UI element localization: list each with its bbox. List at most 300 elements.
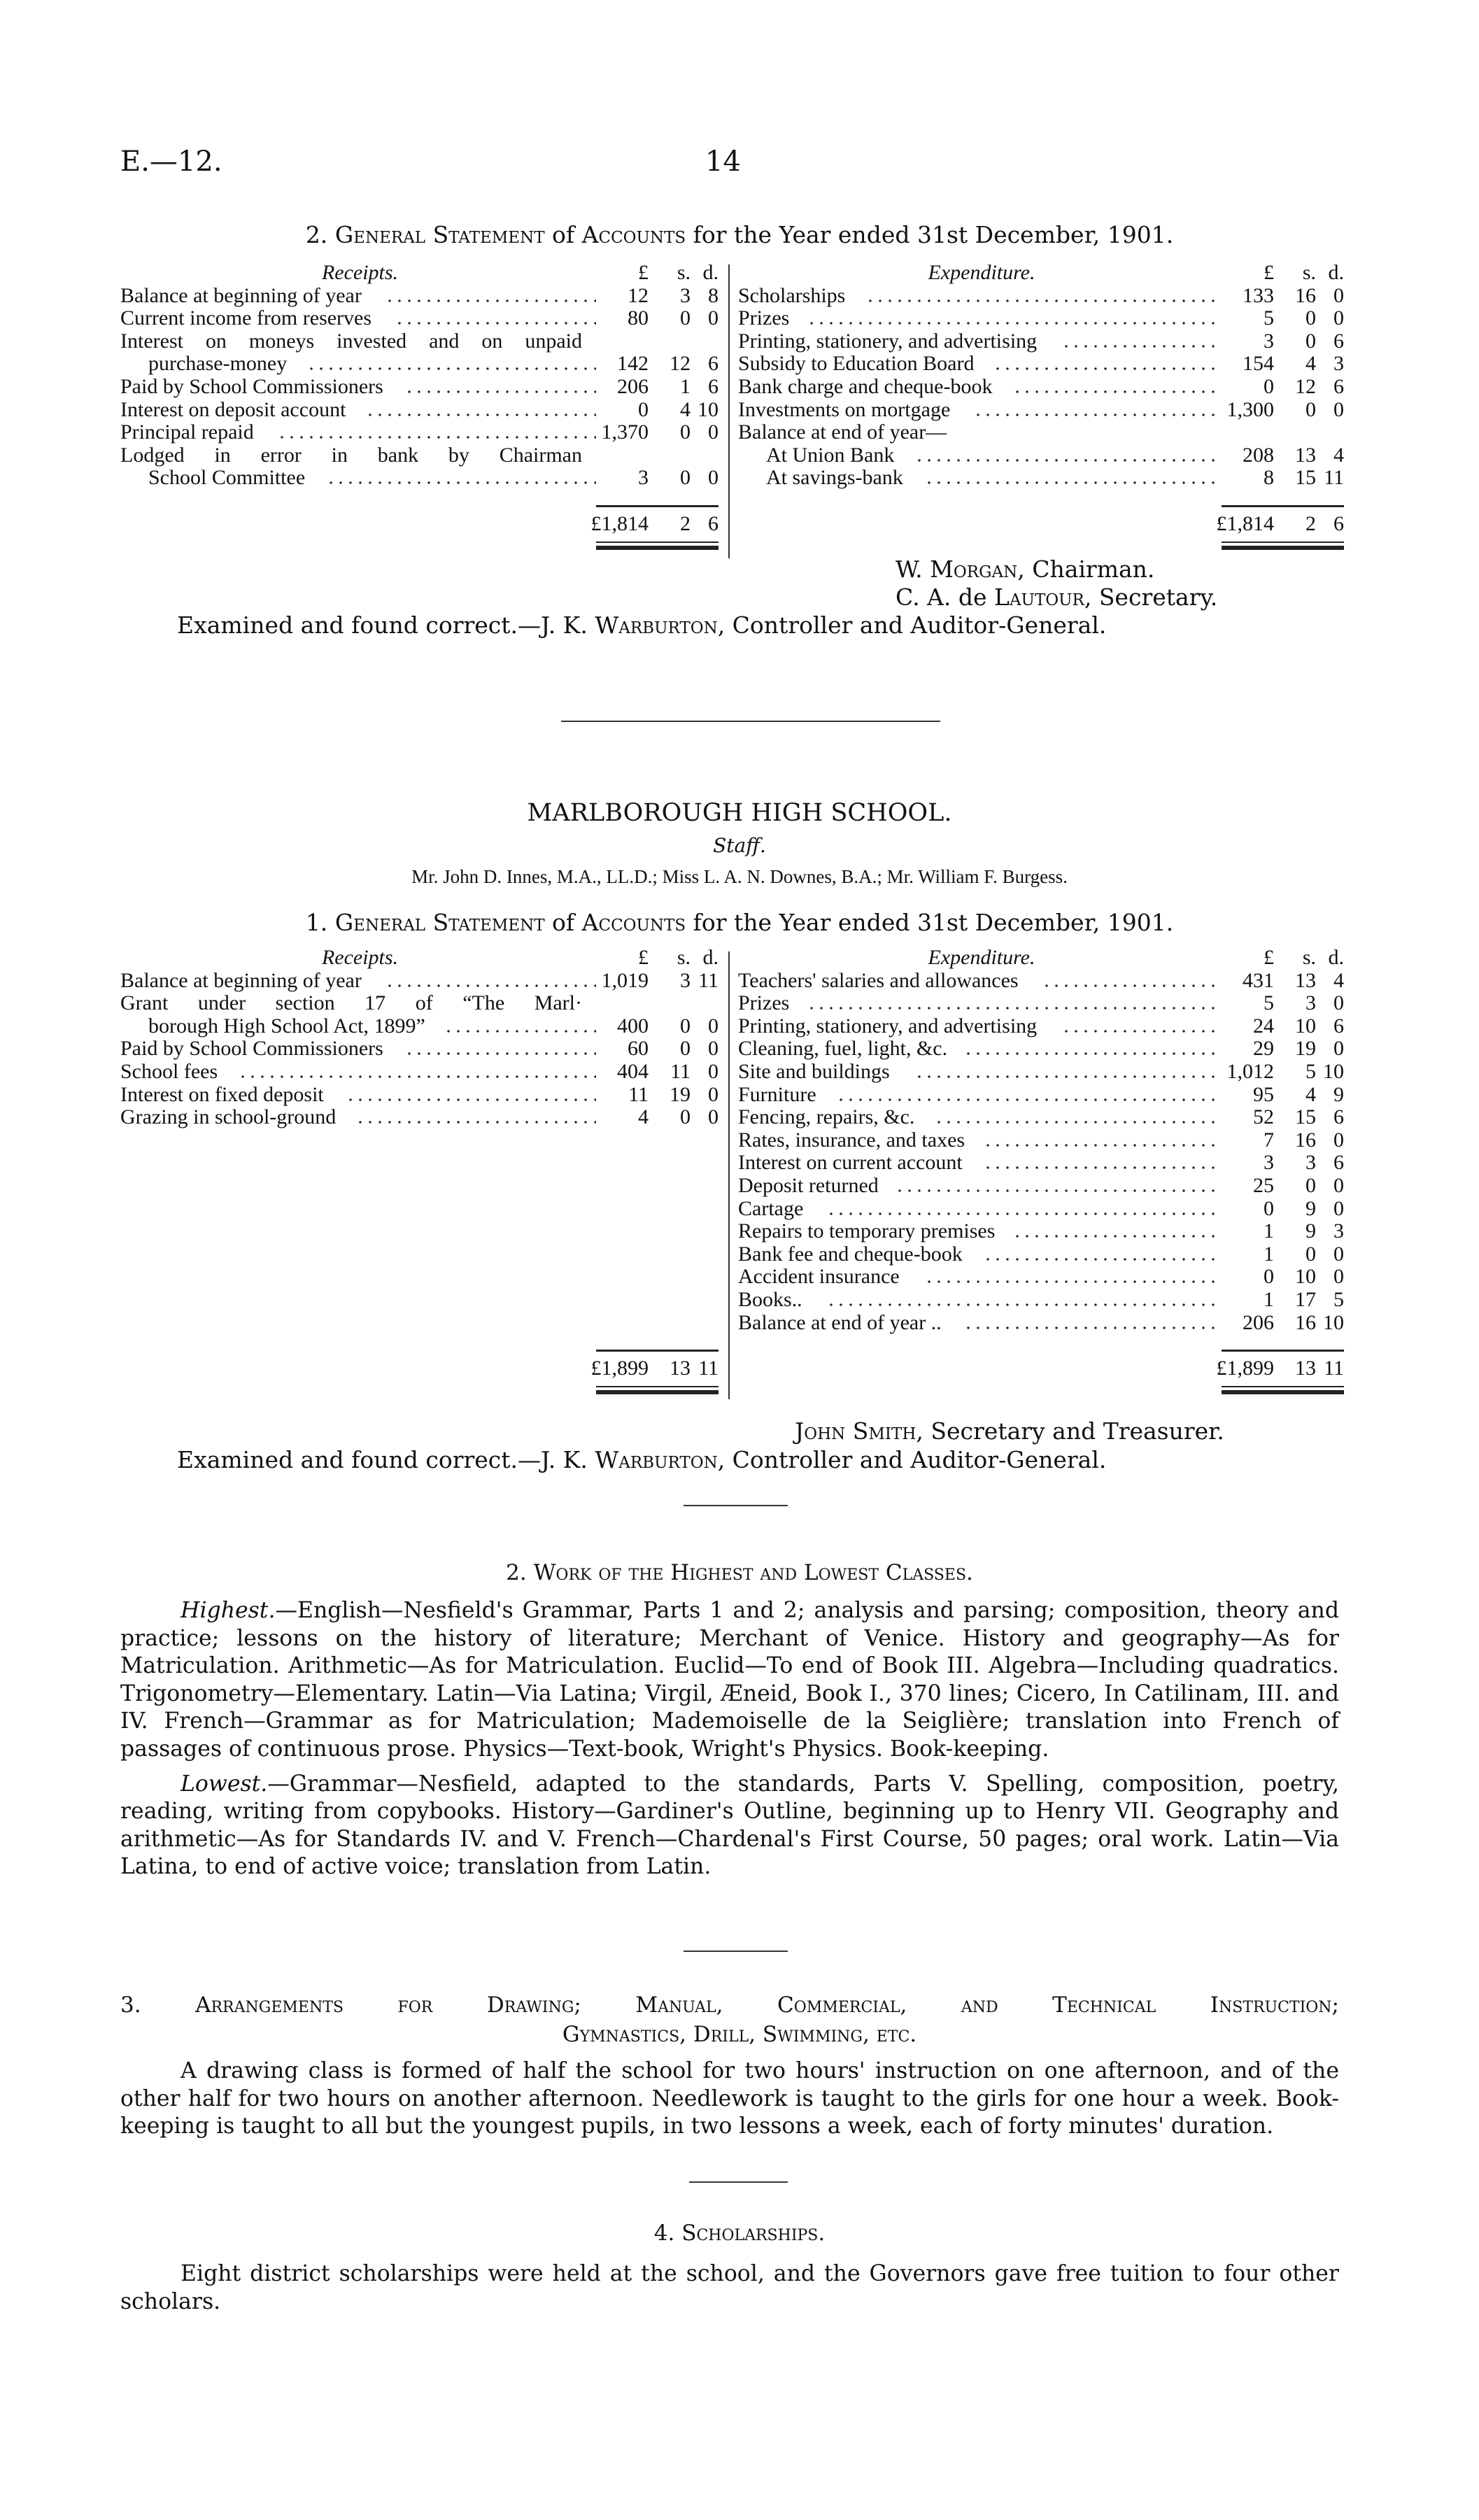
table-row xyxy=(738,1289,1344,1312)
table-row xyxy=(120,421,719,444)
highest-text: —English—Nesfield's Grammar, Parts 1 and 2; analysis and parsing; composition, theory and practice; lessons on the history of literature; Merchant of Venice. History and geography—As for Matriculation. Arithmetic—As for Matriculation. Euclid—To end of Book III. Algebra—Including quadratics. Trigonometry—Elementary. Latin—Via Latina; Virgil, Æneid, Book I., 370 lines; Cicero, In Catilinam, III. and IV. French—Grammar as for Matriculation; Mademoiselle de la Seiglière; translation into French of passages of continuous prose. Physics—Text-book, Wright's Physics. Book-keeping. xyxy=(120,1598,1339,1762)
total-rule-thick xyxy=(1222,546,1344,550)
heading-text: Scholarships. xyxy=(681,2221,826,2246)
amount-pence: 0 xyxy=(708,1082,719,1106)
row-label: Printing, stationery, and advertising xyxy=(738,329,1038,353)
row-label: Investments on mortgage xyxy=(738,397,951,421)
amount-pence: 0 xyxy=(1333,306,1344,330)
amount-pence: 0 xyxy=(708,1059,719,1083)
total-rule xyxy=(1222,1386,1344,1387)
amount-shillings: 0 xyxy=(1305,306,1316,330)
amount-pounds: 29 xyxy=(1253,1037,1274,1061)
amount-shillings: 0 xyxy=(680,1014,691,1038)
dot-leader xyxy=(355,1121,596,1124)
amount-shillings: 0 xyxy=(680,1105,691,1129)
amount-pence: 10 xyxy=(1323,1310,1344,1334)
table-row xyxy=(120,992,719,1015)
row-label: Deposit returned xyxy=(738,1173,879,1197)
amount-shillings: 12 xyxy=(1295,374,1316,398)
amount-pence: 9 xyxy=(1333,1082,1344,1106)
amount-shillings: 4 xyxy=(680,397,691,421)
heading-number: 2. xyxy=(506,1560,527,1585)
amount-shillings: 2 xyxy=(1305,511,1316,535)
amount-pounds: 24 xyxy=(1253,1014,1274,1038)
amount-pence: 6 xyxy=(708,352,719,376)
amount-pence: 0 xyxy=(1333,1173,1344,1197)
amount-shillings: 16 xyxy=(1295,1310,1316,1334)
amount-pounds: 1,012 xyxy=(1226,1059,1274,1083)
amount-pence: 4 xyxy=(1333,968,1344,992)
spacer-row xyxy=(738,1334,1344,1350)
amount-shillings: 15 xyxy=(1295,466,1316,490)
row-label: Cartage xyxy=(738,1196,804,1220)
amount-pence: d. xyxy=(702,261,719,284)
row-label: borough High School Act, 1899” xyxy=(148,1014,425,1038)
row-label: Interest on moneys invested and on unpaid xyxy=(120,329,582,353)
row-label: Paid by School Commissioners xyxy=(120,374,383,398)
amount-pounds: 8 xyxy=(1264,466,1274,490)
amount-pence: 6 xyxy=(708,511,719,535)
row-label: Principal repaid xyxy=(120,420,254,444)
sig-name: John Smith xyxy=(795,1417,917,1445)
arrangements-heading-line1: 3. Arrangements for Drawing; Manual, Commercial, and Technical Instruction; xyxy=(120,1992,1339,2018)
amount-shillings: 9 xyxy=(1305,1196,1316,1220)
row-label: Prizes xyxy=(738,991,790,1015)
amount-pounds: £1,814 xyxy=(590,511,649,535)
amount-shillings: 13 xyxy=(1295,968,1316,992)
row-label: Rates, insurance, and taxes xyxy=(738,1128,965,1152)
column-heading: Expenditure. xyxy=(928,946,1035,969)
amount-pounds: 12 xyxy=(628,283,649,307)
total-rule-thick xyxy=(596,1390,719,1394)
sig-name: Morgan xyxy=(930,555,1018,583)
table-row xyxy=(738,1266,1344,1289)
amount-pounds: 1 xyxy=(1264,1242,1274,1266)
amount-shillings: s. xyxy=(1302,261,1316,284)
amount-pounds: 1 xyxy=(1264,1219,1274,1243)
table-row xyxy=(738,1175,1344,1198)
arrangements-heading-line2: Gymnastics, Drill, Swimming, etc. xyxy=(562,2022,917,2047)
amount-pounds: 52 xyxy=(1253,1105,1274,1129)
dot-leader xyxy=(1012,390,1222,393)
table-row xyxy=(120,1038,719,1061)
row-label: Teachers' salaries and allowances xyxy=(738,968,1019,992)
work-paragraphs xyxy=(120,1597,1339,1881)
amount-pence: 11 xyxy=(1324,1357,1344,1380)
dot-leader xyxy=(924,481,1222,484)
total-rule xyxy=(1222,541,1344,543)
row-label: Fencing, repairs, &c. xyxy=(738,1105,915,1129)
amount-pence: 6 xyxy=(1333,1105,1344,1129)
signature-secretary xyxy=(896,583,1217,611)
amount-pence: 0 xyxy=(1333,991,1344,1015)
scholarships-text: Eight district scholarships were held at the school, and the Governors gave free tuition to four other scholars. xyxy=(120,2261,1339,2314)
amount-shillings: s. xyxy=(677,261,691,284)
sig-name: Lautour xyxy=(994,583,1084,611)
arrangements-text: A drawing class is formed of half the school for two hours' instruction on one afternoon, and of the other half for two hours on another afternoon. Needlework is taught to the girls for one hour a week. Book-keeping is taught to all but the youngest pupils, in two lessons a week, each of forty minutes' duration. xyxy=(120,2058,1339,2139)
amount-shillings: 4 xyxy=(1305,352,1316,376)
amount-pence: 11 xyxy=(698,968,719,992)
row-label: Prizes xyxy=(738,306,790,330)
amount-pounds: 3 xyxy=(1264,329,1274,353)
amount-pence: 6 xyxy=(1333,1151,1344,1175)
table-row xyxy=(738,307,1344,330)
spacer-row xyxy=(738,490,1344,505)
table-row xyxy=(738,285,1344,308)
amount-pence: 6 xyxy=(1333,374,1344,398)
lowest-text: —Grammar—Nesfield, adapted to the standards, Parts V. Spelling, composition, poetry, reading, writing from copybooks. History—Gardiner's Outline, beginning up to Henry VII. Geography and arithmetic—As for Standards IV. and V. French—Chardenal's First Course, 50 pages; oral work. Latin—Via Latina, to end of active voice; translation from Latin. xyxy=(120,1771,1339,1880)
total-row xyxy=(738,513,1344,536)
amount-pounds: 1,019 xyxy=(601,968,649,992)
dot-leader xyxy=(395,322,596,325)
amount-pence: 10 xyxy=(1323,1059,1344,1083)
amount-shillings: 19 xyxy=(1295,1037,1316,1061)
examined-text: Examined and found correct.—J. K. xyxy=(177,611,588,639)
examined-text: Examined and found correct.—J. K. xyxy=(177,1446,588,1473)
row-label: Balance at end of year .. xyxy=(738,1310,942,1334)
work-heading xyxy=(0,1560,1479,1585)
row-label: Lodged in error in bank by Chairman xyxy=(120,443,582,467)
amount-pounds: £1,899 xyxy=(590,1357,649,1380)
amount-shillings: 13 xyxy=(1295,1357,1316,1380)
school-name: MARLBOROUGH HIGH SCHOOL. xyxy=(527,799,952,827)
receipts-table xyxy=(120,947,719,1394)
expenditure-table xyxy=(738,262,1344,550)
expenditure-table xyxy=(738,947,1344,1394)
amount-shillings: 2 xyxy=(680,511,691,535)
row-label: Bank charge and cheque-book xyxy=(738,374,993,398)
table-row xyxy=(120,467,719,490)
amount-pence: 0 xyxy=(708,1105,719,1129)
amount-pounds: £1,899 xyxy=(1216,1357,1274,1380)
total-row xyxy=(120,1357,719,1380)
table-row xyxy=(738,1129,1344,1152)
amount-pence: 0 xyxy=(708,306,719,330)
amount-shillings: 19 xyxy=(670,1082,691,1106)
amount-pounds: 0 xyxy=(1264,374,1274,398)
table-row xyxy=(738,992,1344,1015)
dot-leader xyxy=(385,299,596,302)
amount-pence: 0 xyxy=(708,466,719,490)
amount-shillings: 16 xyxy=(1295,1128,1316,1152)
sig-initial: W. xyxy=(896,555,923,583)
table-row xyxy=(120,353,719,376)
amount-pence: 4 xyxy=(1333,443,1344,467)
amount-shillings: 13 xyxy=(670,1357,691,1380)
amount-shillings: 3 xyxy=(1305,991,1316,1015)
signature-treasurer xyxy=(795,1417,1224,1445)
amount-pounds: £ xyxy=(638,261,649,284)
amount-pence: 0 xyxy=(1333,1265,1344,1289)
table-header-row xyxy=(738,262,1344,285)
dot-leader xyxy=(238,1075,596,1078)
amount-pounds: 431 xyxy=(1243,968,1274,992)
subtotal-rule xyxy=(1222,1350,1344,1352)
amount-shillings: 0 xyxy=(1305,397,1316,421)
title-part: General Statement xyxy=(334,221,545,248)
amount-pence: 6 xyxy=(1333,1014,1344,1038)
amount-shillings: 17 xyxy=(1295,1287,1316,1311)
amount-pounds: £ xyxy=(638,946,649,969)
table-row xyxy=(738,444,1344,467)
dot-leader xyxy=(306,367,596,370)
table-header-row xyxy=(120,947,719,970)
dot-leader xyxy=(1042,984,1222,987)
amount-pence: 0 xyxy=(708,1014,719,1038)
amount-shillings: 11 xyxy=(670,1059,691,1083)
sig-role: , Secretary and Treasurer. xyxy=(916,1417,1224,1445)
dot-leader xyxy=(365,413,596,416)
row-label: School Committee xyxy=(148,466,306,490)
amount-shillings: 0 xyxy=(680,466,691,490)
dot-leader xyxy=(924,1280,1222,1283)
amount-shillings: 3 xyxy=(680,283,691,307)
amount-shillings: 15 xyxy=(1295,1105,1316,1129)
amount-shillings: 9 xyxy=(1305,1219,1316,1243)
table-row xyxy=(738,399,1344,422)
lowest-class-paragraph xyxy=(120,1771,1339,1881)
amount-pounds: 154 xyxy=(1243,352,1274,376)
amount-pounds: 5 xyxy=(1264,306,1274,330)
row-label: Subsidy to Education Board xyxy=(738,352,975,376)
amount-pence: 0 xyxy=(1333,1037,1344,1061)
highest-label: Highest. xyxy=(181,1598,276,1623)
table-row xyxy=(120,1015,719,1038)
dot-leader xyxy=(983,1258,1222,1261)
section-divider xyxy=(689,2181,788,2183)
amount-pence: 10 xyxy=(698,397,719,421)
section-a-title xyxy=(0,221,1479,248)
row-label: Grazing in school-ground xyxy=(120,1105,337,1129)
amount-shillings: 5 xyxy=(1305,1059,1316,1083)
amount-pence: d. xyxy=(1328,261,1344,284)
receipts-table xyxy=(120,262,719,550)
row-label: Furniture xyxy=(738,1082,816,1106)
table-row xyxy=(738,1015,1344,1038)
total-rule-thick xyxy=(596,546,719,550)
dot-leader xyxy=(326,481,596,484)
sig-initial: C. A. de xyxy=(896,583,987,611)
amount-pence: 0 xyxy=(1333,283,1344,307)
subtotal-rule xyxy=(596,505,719,507)
amount-pence: d. xyxy=(702,946,719,969)
total-rule xyxy=(596,541,719,543)
amount-shillings: 0 xyxy=(1305,1173,1316,1197)
dot-leader xyxy=(973,413,1222,416)
row-label: Balance at beginning of year xyxy=(120,283,362,307)
row-label: At savings-bank xyxy=(766,466,903,490)
amount-shillings: 4 xyxy=(1305,1082,1316,1106)
dot-leader xyxy=(826,1212,1222,1215)
section-divider xyxy=(684,1505,788,1506)
row-label: Grant under section 17 of “The Marl· xyxy=(120,991,582,1015)
amount-shillings: s. xyxy=(677,946,691,969)
amount-shillings: 1 xyxy=(680,374,691,398)
lowest-label: Lowest. xyxy=(181,1771,268,1797)
row-label: Current income from reserves xyxy=(120,306,372,330)
row-label: Accident insurance xyxy=(738,1265,900,1289)
table-row xyxy=(120,285,719,308)
auditor-name: Warburton xyxy=(595,611,718,639)
table-row xyxy=(738,1198,1344,1221)
title-part: of xyxy=(552,221,575,248)
amount-pence: 8 xyxy=(708,283,719,307)
amount-pence: 6 xyxy=(708,374,719,398)
row-label: Interest on current account xyxy=(738,1151,963,1175)
dot-leader xyxy=(807,322,1222,325)
table-row xyxy=(120,1061,719,1084)
amount-pence: 5 xyxy=(1333,1287,1344,1311)
table-row xyxy=(120,970,719,993)
column-divider xyxy=(728,264,730,558)
amount-shillings: 3 xyxy=(1305,1151,1316,1175)
amount-shillings: 16 xyxy=(1295,283,1316,307)
table-header-row xyxy=(120,262,719,285)
section-divider xyxy=(561,721,940,722)
heading-number: 4. xyxy=(653,2221,675,2246)
amount-pounds: 0 xyxy=(1264,1265,1274,1289)
dot-leader xyxy=(826,1303,1222,1306)
row-label: School fees xyxy=(120,1059,218,1083)
total-row xyxy=(738,1357,1344,1380)
amount-pounds: 404 xyxy=(617,1059,649,1083)
dot-leader xyxy=(963,1052,1222,1055)
table-header-row xyxy=(738,947,1344,970)
amount-pounds: 5 xyxy=(1264,991,1274,1015)
amount-shillings: 13 xyxy=(1295,443,1316,467)
row-label: At Union Bank xyxy=(766,443,895,467)
amount-pence: 0 xyxy=(1333,1128,1344,1152)
table-row xyxy=(738,1312,1344,1335)
row-label: purchase-money xyxy=(148,352,288,376)
amount-shillings: 0 xyxy=(680,420,691,444)
amount-pence: d. xyxy=(1328,946,1344,969)
sig-role: , Chairman. xyxy=(1017,555,1155,583)
amount-shillings: 0 xyxy=(680,306,691,330)
dot-leader xyxy=(404,1052,596,1055)
amount-shillings: 0 xyxy=(680,1037,691,1061)
column-heading: Receipts. xyxy=(321,261,399,284)
total-row xyxy=(120,513,719,536)
dot-leader xyxy=(983,1144,1222,1147)
amount-pounds: 4 xyxy=(638,1105,649,1129)
subtotal-rule xyxy=(1222,505,1344,507)
amount-pence: 3 xyxy=(1333,1219,1344,1243)
row-label: Cleaning, fuel, light, &c. xyxy=(738,1037,948,1061)
title-part: Accounts xyxy=(581,221,686,248)
dot-leader xyxy=(993,367,1222,370)
table-row xyxy=(738,1038,1344,1061)
amount-pence: 11 xyxy=(698,1357,719,1380)
amount-pence: 0 xyxy=(1333,397,1344,421)
table-row xyxy=(120,376,719,399)
dot-leader xyxy=(983,1166,1222,1169)
section-b-title xyxy=(0,909,1479,936)
row-label: Interest on fixed deposit xyxy=(120,1082,324,1106)
spacer-row xyxy=(120,490,719,505)
dot-leader xyxy=(934,1121,1222,1124)
amount-pence: 0 xyxy=(708,420,719,444)
amount-pence: 0 xyxy=(708,1037,719,1061)
amount-pounds: £ xyxy=(1264,946,1274,969)
amount-pounds: 80 xyxy=(628,306,649,330)
amount-pounds: 400 xyxy=(617,1014,649,1038)
amount-shillings: 12 xyxy=(670,352,691,376)
title-number: 1. xyxy=(305,909,328,936)
scholarships-heading xyxy=(0,2221,1479,2246)
dot-leader xyxy=(346,1098,596,1101)
examined-text: , Controller and Auditor-General. xyxy=(717,611,1107,639)
amount-shillings: 0 xyxy=(1305,1242,1316,1266)
amount-pounds: 11 xyxy=(628,1082,649,1106)
title-part: for the Year ended 31st December, 1901. xyxy=(693,221,1174,248)
column-heading: Expenditure. xyxy=(928,261,1035,284)
dot-leader xyxy=(836,1098,1222,1101)
amount-pence: 0 xyxy=(1333,1242,1344,1266)
amount-shillings: s. xyxy=(1302,946,1316,969)
total-rule xyxy=(596,1386,719,1387)
dot-leader xyxy=(385,984,596,987)
dot-leader xyxy=(404,390,596,393)
amount-pounds: 0 xyxy=(638,397,649,421)
table-row xyxy=(738,1220,1344,1243)
column-divider xyxy=(728,951,730,1399)
amount-pounds: 3 xyxy=(638,466,649,490)
table-row xyxy=(738,1152,1344,1175)
amount-pounds: 3 xyxy=(1264,1151,1274,1175)
dot-leader xyxy=(914,1075,1222,1078)
row-label: Balance at beginning of year xyxy=(120,968,362,992)
total-rule-thick xyxy=(1222,1390,1344,1394)
table-row xyxy=(738,376,1344,399)
row-label: Bank fee and cheque-book xyxy=(738,1242,963,1266)
table-row xyxy=(738,421,1344,444)
row-label: Scholarships xyxy=(738,283,846,307)
amount-shillings: 10 xyxy=(1295,1014,1316,1038)
row-label: Interest on deposit account xyxy=(120,397,346,421)
amount-shillings: 3 xyxy=(680,968,691,992)
amount-pounds: 206 xyxy=(1243,1310,1274,1334)
row-label: Repairs to temporary premises xyxy=(738,1219,996,1243)
amount-pounds: 7 xyxy=(1264,1128,1274,1152)
page-number: 14 xyxy=(705,146,741,178)
amount-shillings: 10 xyxy=(1295,1265,1316,1289)
title-part: Accounts xyxy=(581,909,686,936)
dot-leader xyxy=(895,1189,1222,1192)
amount-pounds: 208 xyxy=(1243,443,1274,467)
amount-pence: 6 xyxy=(1333,329,1344,353)
row-label: Books.. xyxy=(738,1287,802,1311)
table-row xyxy=(738,467,1344,490)
amount-pence: 0 xyxy=(1333,1196,1344,1220)
amount-pounds: £ xyxy=(1264,261,1274,284)
staff-list: Mr. John D. Innes, M.A., LL.D.; Miss L. A. N. Downes, B.A.; Mr. William F. Burgess. xyxy=(411,866,1068,887)
amount-pounds: 1,300 xyxy=(1226,397,1274,421)
subtotal-rule xyxy=(596,1350,719,1352)
amount-pounds: 1,370 xyxy=(601,420,649,444)
dot-leader xyxy=(914,459,1222,462)
dot-leader xyxy=(865,299,1222,302)
row-label: Balance at end of year— xyxy=(738,420,947,444)
amount-pounds: 206 xyxy=(617,374,649,398)
amount-pounds: 133 xyxy=(1243,283,1274,307)
document-reference: E.—12. xyxy=(120,146,222,178)
section-divider xyxy=(684,1951,788,1952)
amount-pounds: £1,814 xyxy=(1216,511,1274,535)
dot-leader xyxy=(963,1326,1222,1329)
title-part: General Statement xyxy=(334,909,545,936)
table-row xyxy=(120,307,719,330)
